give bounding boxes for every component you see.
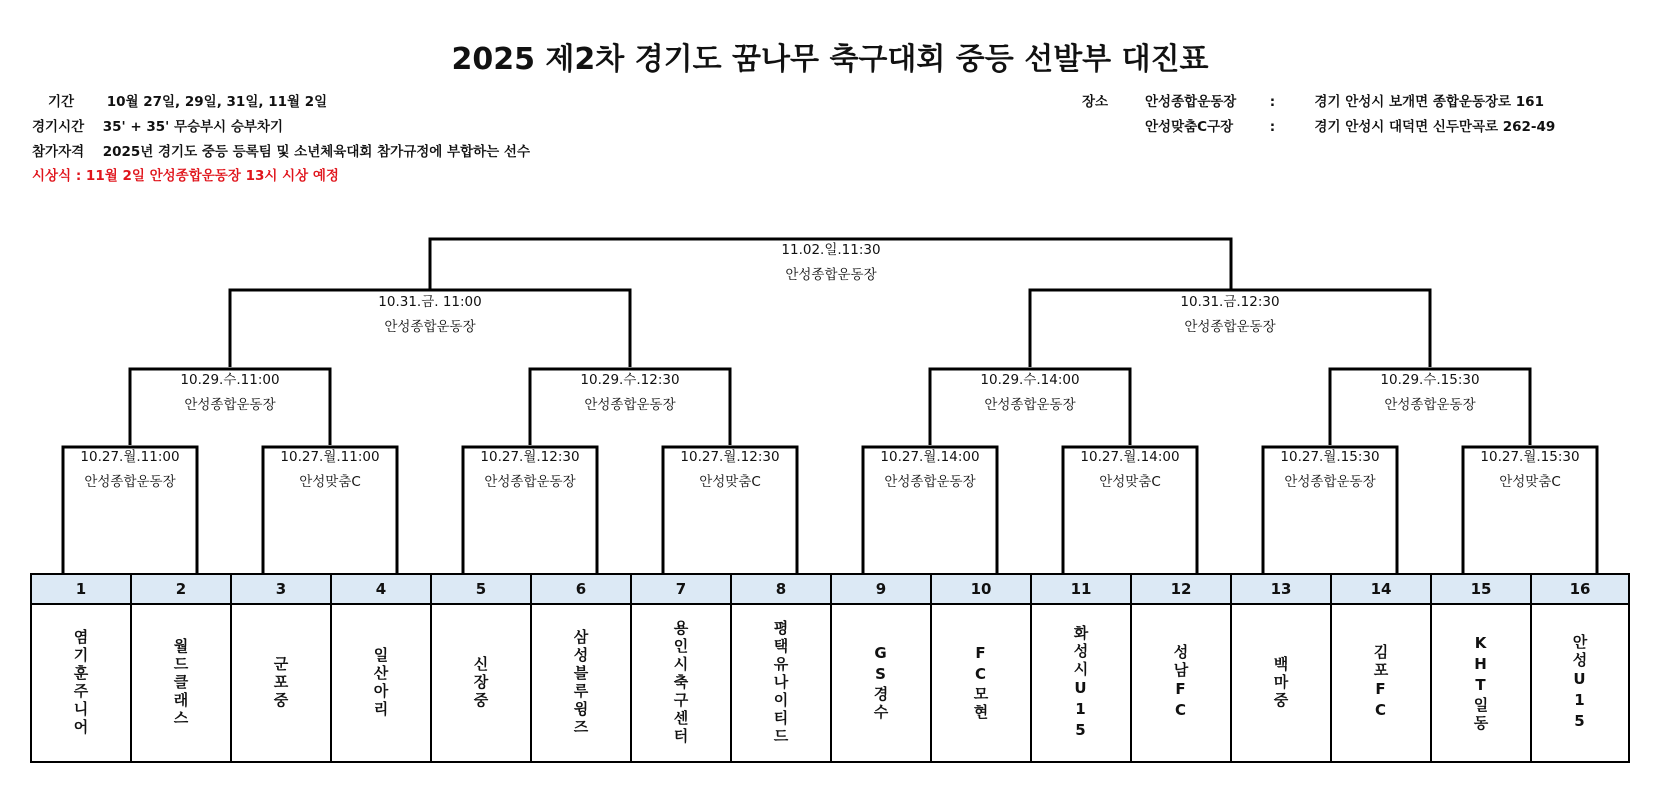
quarterfinal-4-venue: 안성종합운동장 — [1384, 397, 1476, 413]
team-name-box — [1432, 605, 1530, 761]
quarterfinal-3-label — [980, 368, 1079, 418]
team-name: 삼성블루윙즈 — [571, 629, 590, 737]
team-name: 염기훈주니어 — [71, 629, 90, 737]
team-name-box — [232, 605, 330, 761]
r16-5-label — [880, 445, 979, 495]
r16-6-venue: 안성맞춤C — [1099, 474, 1161, 490]
ceremony-notice: 시상식 : 11월 2일 안성종합운동장 13시 시상 예정 — [32, 168, 339, 184]
team-name-box — [1232, 605, 1330, 761]
quarterfinal-4-date: 10.29.수.15:30 — [1380, 372, 1480, 388]
team-cell — [1430, 573, 1532, 763]
team-number: 14 — [1332, 575, 1430, 605]
semifinal-1-date: 10.31.금. 11:00 — [378, 294, 482, 310]
team-number: 2 — [132, 575, 230, 605]
team-cell — [1530, 573, 1630, 763]
r16-4-label — [680, 445, 779, 495]
team-number: 12 — [1132, 575, 1230, 605]
period-value: 10월 27일, 29일, 31일, 11월 2일 — [106, 94, 328, 110]
r16-3-venue: 안성종합운동장 — [484, 474, 576, 490]
quarterfinal-2-label — [580, 368, 679, 418]
quarterfinal-2-date: 10.29.수.12:30 — [580, 372, 680, 388]
team-number: 10 — [932, 575, 1030, 605]
team-name-box — [632, 605, 730, 761]
r16-7-label — [1280, 445, 1379, 495]
team-number: 11 — [1032, 575, 1130, 605]
r16-1-date: 10.27.월.11:00 — [80, 449, 180, 465]
team-cell — [1330, 573, 1432, 763]
r16-5-date: 10.27.월.14:00 — [880, 449, 980, 465]
r16-1-venue: 안성종합운동장 — [84, 474, 176, 490]
team-name-box — [132, 605, 230, 761]
team-cell — [1030, 573, 1132, 763]
team-number: 1 — [32, 575, 130, 605]
eligibility-label: 참가자격 — [32, 144, 85, 160]
team-number: 15 — [1432, 575, 1530, 605]
bracket-title: 2025 제2차 경기도 꿈나무 축구대회 중등 선발부 대진표 — [451, 42, 1209, 77]
venue-2-name: 안성맞춤C구장 — [1145, 119, 1234, 135]
r16-4-venue: 안성맞춤C — [699, 474, 761, 490]
quarterfinal-2-venue: 안성종합운동장 — [584, 397, 676, 413]
quarterfinal-3-venue: 안성종합운동장 — [984, 397, 1076, 413]
r16-8-label — [1480, 445, 1579, 495]
r16-8-venue: 안성맞춤C — [1499, 474, 1561, 490]
team-cell — [130, 573, 232, 763]
venue-label: 장소 — [1082, 94, 1109, 110]
quarterfinal-4-label — [1380, 368, 1479, 418]
semifinal-2-label — [1180, 290, 1279, 340]
semifinal-2-date: 10.31.금.12:30 — [1180, 294, 1280, 310]
time-label: 경기시간 — [32, 119, 85, 135]
team-number: 13 — [1232, 575, 1330, 605]
r16-3-date: 10.27.월.12:30 — [480, 449, 580, 465]
period-label: 기간 — [48, 94, 75, 110]
team-number: 9 — [832, 575, 930, 605]
team-cell — [530, 573, 632, 763]
time-value: 35' + 35' 무승부시 승부차기 — [102, 119, 283, 135]
r16-2-date: 10.27.월.11:00 — [280, 449, 380, 465]
team-name-box — [932, 605, 1030, 761]
team-name-box — [1332, 605, 1430, 761]
eligibility-value: 2025년 경기도 중등 등록팀 및 소년체육대회 참가규정에 부합하는 선수 — [102, 144, 530, 160]
team-name: 화성시U15 — [1071, 624, 1090, 742]
team-number: 6 — [532, 575, 630, 605]
team-number: 7 — [632, 575, 730, 605]
team-name: 안성U15 — [1570, 633, 1589, 733]
r16-8-date: 10.27.월.15:30 — [1480, 449, 1580, 465]
final-venue: 안성종합운동장 — [785, 267, 877, 283]
team-cell — [930, 573, 1032, 763]
venue-2-address: 경기 안성시 대덕면 신두만곡로 262-49 — [1314, 119, 1556, 135]
quarterfinal-3-date: 10.29.수.14:00 — [980, 372, 1080, 388]
team-name: 백마중 — [1271, 656, 1290, 710]
final-date: 11.02.일.11:30 — [781, 242, 881, 258]
team-number: 16 — [1532, 575, 1628, 605]
team-name-box — [832, 605, 930, 761]
team-cell — [1230, 573, 1332, 763]
team-cell — [30, 573, 132, 763]
team-name: 신장중 — [471, 656, 490, 710]
semifinal-1-label — [378, 290, 481, 340]
team-number: 5 — [432, 575, 530, 605]
team-name: 용인시축구센터 — [671, 620, 690, 746]
team-name-box — [1132, 605, 1230, 761]
semifinal-1-venue: 안성종합운동장 — [384, 319, 476, 335]
r16-3-label — [480, 445, 579, 495]
r16-7-date: 10.27.월.15:30 — [1280, 449, 1380, 465]
r16-1-label — [80, 445, 179, 495]
team-cell — [630, 573, 732, 763]
team-name: FC모현 — [971, 644, 990, 722]
venue-1-name: 안성종합운동장 — [1145, 94, 1237, 110]
team-cell — [430, 573, 532, 763]
team-name: 성남FC — [1171, 644, 1190, 722]
semifinal-2-venue: 안성종합운동장 — [1184, 319, 1276, 335]
venue-2-sep: : — [1269, 119, 1276, 135]
r16-4-date: 10.27.월.12:30 — [680, 449, 780, 465]
team-number: 4 — [332, 575, 430, 605]
team-name-box — [32, 605, 130, 761]
quarterfinal-1-date: 10.29.수.11:00 — [180, 372, 280, 388]
quarterfinal-1-label — [180, 368, 279, 418]
team-cell — [1130, 573, 1232, 763]
r16-6-date: 10.27.월.14:00 — [1080, 449, 1180, 465]
team-name: 평택유나이티드 — [771, 620, 790, 746]
r16-2-venue: 안성맞춤C — [299, 474, 361, 490]
team-cell — [830, 573, 932, 763]
team-name-box — [1032, 605, 1130, 761]
team-name-box — [332, 605, 430, 761]
r16-2-label — [280, 445, 379, 495]
team-name: 월드클래스 — [171, 638, 190, 728]
team-name-box — [1532, 605, 1628, 761]
team-cell — [230, 573, 332, 763]
team-row — [30, 573, 1630, 765]
team-name: KHT일동 — [1471, 633, 1490, 733]
final-match-label — [781, 238, 880, 288]
venue-1-sep: : — [1269, 94, 1276, 110]
team-number: 8 — [732, 575, 830, 605]
team-name: 김포FC — [1371, 644, 1390, 722]
team-name-box — [532, 605, 630, 761]
team-name: 군포중 — [271, 656, 290, 710]
team-name-box — [432, 605, 530, 761]
r16-6-label — [1080, 445, 1179, 495]
team-name: GS경수 — [871, 644, 890, 722]
team-name: 일산아리 — [371, 647, 390, 719]
team-cell — [730, 573, 832, 763]
r16-7-venue: 안성종합운동장 — [1284, 474, 1376, 490]
team-name-box — [732, 605, 830, 761]
quarterfinal-1-venue: 안성종합운동장 — [184, 397, 276, 413]
r16-5-venue: 안성종합운동장 — [884, 474, 976, 490]
venue-1-address: 경기 안성시 보개면 종합운동장로 161 — [1314, 94, 1544, 110]
team-number: 3 — [232, 575, 330, 605]
team-cell — [330, 573, 432, 763]
